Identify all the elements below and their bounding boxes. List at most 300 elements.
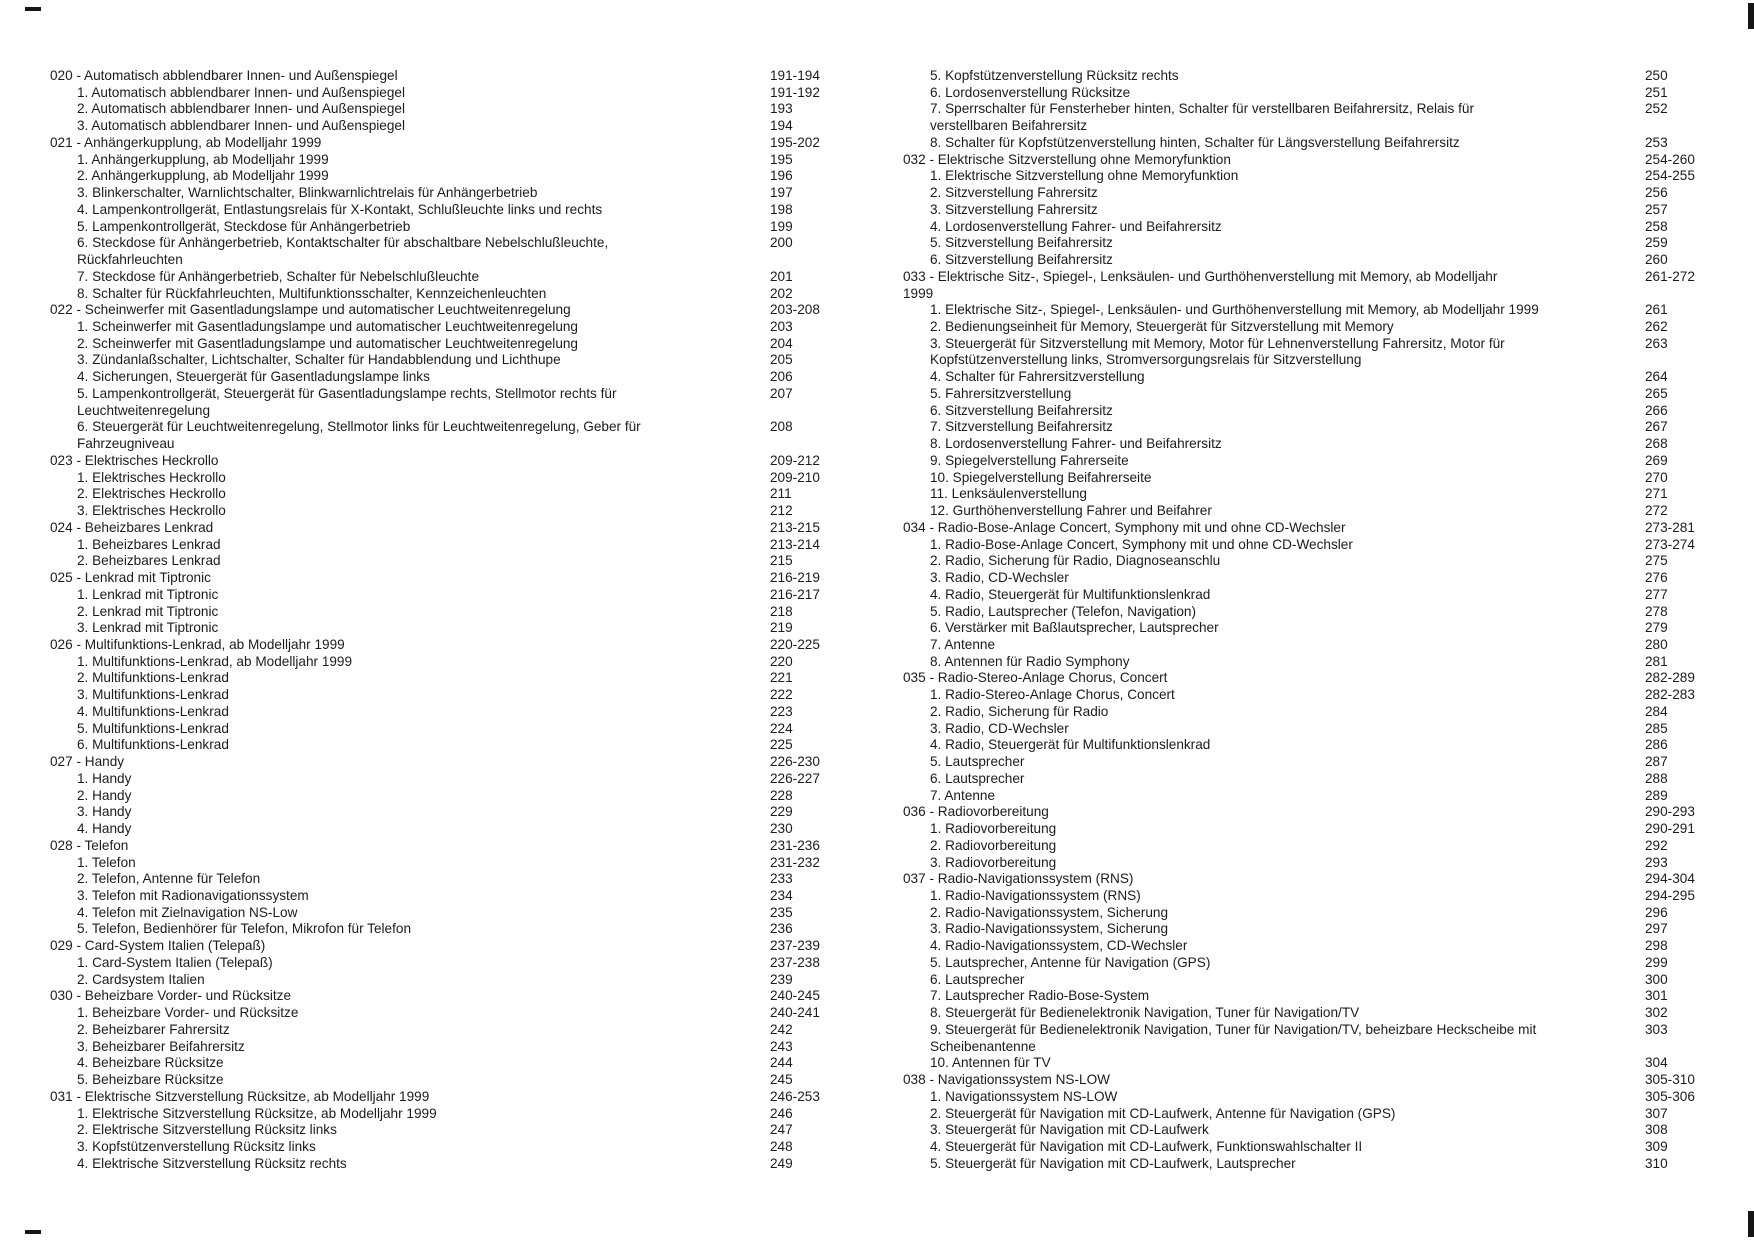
toc-entry	[903, 604, 1703, 621]
toc-entry	[50, 620, 840, 637]
toc-entry	[50, 520, 840, 537]
entry-text	[77, 687, 840, 704]
entry-pages: 229	[770, 804, 793, 820]
entry-text	[930, 570, 1703, 587]
toc-entry	[903, 670, 1703, 687]
entry-line: 020 - Automatisch abblendbarer Innen- und Außenspiegel	[50, 68, 398, 83]
entry-text	[77, 470, 840, 487]
toc-entry	[50, 302, 840, 319]
entry-pages: 260	[1645, 252, 1668, 268]
toc-entry	[50, 503, 840, 520]
toc-entry	[903, 252, 1703, 269]
toc-entry	[903, 486, 1703, 503]
entry-pages: 272	[1645, 503, 1668, 519]
toc-entry	[903, 470, 1703, 487]
entry-pages: 263	[1645, 335, 1668, 351]
toc-entry	[903, 587, 1703, 604]
entry-text	[930, 704, 1703, 721]
entry-line: 1. Handy	[77, 770, 132, 786]
entry-line: 1. Automatisch abblendbarer Innen- und Außenspiegel	[77, 84, 405, 100]
entry-pages: 200	[770, 235, 793, 251]
toc-entry	[50, 654, 840, 671]
entry-text	[50, 988, 840, 1005]
toc-entry	[50, 286, 840, 303]
entry-pages: 220-225	[770, 636, 820, 652]
entry-text	[930, 436, 1703, 453]
scan-mark-bottom-left	[25, 1230, 41, 1234]
scan-mark-top-right	[1748, 3, 1754, 29]
entry-pages: 195	[770, 151, 793, 167]
entry-text	[77, 1005, 840, 1022]
entry-text	[930, 486, 1703, 503]
toc-column-left	[50, 68, 840, 1172]
entry-text	[930, 302, 1703, 319]
entry-pages: 231-232	[770, 854, 820, 870]
entry-pages: 253	[1645, 134, 1668, 150]
entry-text	[77, 118, 840, 135]
entry-pages: 308	[1645, 1122, 1668, 1138]
toc-entry	[50, 855, 840, 872]
entry-line: 2. Beheizbarer Fahrersitz	[77, 1021, 230, 1037]
toc-entry	[50, 352, 840, 369]
toc-entry	[50, 202, 840, 219]
entry-pages: 209-212	[770, 452, 820, 468]
entry-line: 2. Handy	[77, 787, 132, 803]
toc-entry	[903, 988, 1703, 1005]
entry-line: 035 - Radio-Stereo-Anlage Chorus, Concert	[903, 670, 1168, 686]
entry-line: 7. Lautsprecher Radio-Bose-System	[930, 988, 1150, 1004]
entry-pages: 301	[1645, 988, 1668, 1004]
toc-entry	[903, 85, 1703, 102]
entry-text	[903, 152, 1703, 169]
entry-text	[930, 68, 1703, 85]
entry-line: 8. Steuergerät für Bedienelektronik Navigation, Tuner für Navigation/TV	[930, 1005, 1360, 1021]
toc-entry	[50, 1122, 840, 1139]
entry-line: 4. Schalter für Fahrersitzverstellung	[930, 369, 1145, 385]
entry-line-continuation: Kopfstützenverstellung links, Stromversorgungsrelais für Sitzverstellung	[930, 352, 1362, 368]
entry-line: 4. Lampenkontrollgerät, Entlastungsrelais für X-Kontakt, Schlußleuchte links und rechts	[77, 201, 603, 217]
entry-line: 7. Antenne	[930, 787, 996, 803]
entry-pages: 209-210	[770, 469, 820, 485]
entry-line: 034 - Radio-Bose-Anlage Concert, Symphony mit und ohne CD-Wechsler	[903, 519, 1346, 535]
toc-entry	[50, 319, 840, 336]
entry-line: 5. Fahrersitzverstellung	[930, 385, 1072, 401]
entry-text	[930, 101, 1703, 134]
entry-text	[77, 286, 840, 303]
entry-line: 1. Multifunktions-Lenkrad, ab Modelljahr 1999	[77, 653, 353, 669]
toc-entry	[903, 905, 1703, 922]
entry-text	[930, 737, 1703, 754]
entry-line: 5. Radio, Lautsprecher (Telefon, Navigation)	[930, 603, 1196, 619]
entry-line: 024 - Beheizbares Lenkrad	[50, 519, 214, 535]
entry-text	[77, 821, 840, 838]
toc-entry	[903, 269, 1703, 302]
entry-text	[77, 972, 840, 989]
entry-text	[77, 352, 840, 369]
entry-pages: 242	[770, 1021, 793, 1037]
entry-line: 8. Lordosenverstellung Fahrer- und Beifahrersitz	[930, 436, 1222, 452]
entry-text	[77, 921, 840, 938]
entry-pages: 292	[1645, 837, 1668, 853]
entry-pages: 261-272	[1645, 268, 1695, 284]
toc-entry	[903, 704, 1703, 721]
entry-line: 1. Radiovorbereitung	[930, 821, 1057, 837]
entry-text	[930, 855, 1703, 872]
entry-text	[77, 419, 840, 452]
toc-entry	[50, 972, 840, 989]
entry-line: 4. Radio, Steuergerät für Multifunktionslenkrad	[930, 586, 1211, 602]
toc-entry	[903, 1106, 1703, 1123]
entry-pages: 195-202	[770, 134, 820, 150]
toc-entry	[50, 168, 840, 185]
entry-text	[77, 804, 840, 821]
entry-text	[930, 470, 1703, 487]
entry-line: 7. Sperrschalter für Fensterheber hinten, Schalter für verstellbaren Beifahrersitz, Relais für	[930, 101, 1474, 117]
entry-text	[930, 235, 1703, 252]
entry-line: 029 - Card-System Italien (Telepaß)	[50, 938, 266, 954]
toc-entry	[903, 754, 1703, 771]
entry-pages: 246-253	[770, 1088, 820, 1104]
entry-text	[903, 269, 1703, 302]
entry-pages: 268	[1645, 436, 1668, 452]
entry-text	[930, 1022, 1703, 1055]
toc-entry	[903, 553, 1703, 570]
entry-line: 3. Beheizbarer Beifahrersitz	[77, 1038, 245, 1054]
entry-line: 2. Radio-Navigationssystem, Sicherung	[930, 904, 1169, 920]
entry-line: 4. Radio-Navigationssystem, CD-Wechsler	[930, 938, 1188, 954]
toc-entry	[50, 771, 840, 788]
entry-line: 036 - Radiovorbereitung	[903, 804, 1049, 820]
toc-entry	[903, 687, 1703, 704]
entry-text	[77, 587, 840, 604]
entry-pages: 304	[1645, 1055, 1668, 1071]
entry-pages: 256	[1645, 185, 1668, 201]
entry-text	[930, 838, 1703, 855]
entry-line: 3. Sitzverstellung Fahrersitz	[930, 201, 1098, 217]
entry-text	[77, 168, 840, 185]
entry-pages: 191-192	[770, 84, 820, 100]
entry-pages: 243	[770, 1038, 793, 1054]
entry-line: 4. Sicherungen, Steuergerät für Gasentladungslampe links	[77, 369, 430, 385]
entry-text	[77, 1055, 840, 1072]
toc-entry	[50, 888, 840, 905]
entry-line: 3. Radiovorbereitung	[930, 854, 1057, 870]
entry-pages: 224	[770, 720, 793, 736]
entry-line: 3. Kopfstützenverstellung Rücksitz links	[77, 1139, 316, 1154]
toc-entry	[50, 269, 840, 286]
entry-line: 2. Radio, Sicherung für Radio	[930, 703, 1109, 719]
toc-entry	[50, 804, 840, 821]
entry-line: 5. Kopfstützenverstellung Rücksitz rechts	[930, 68, 1179, 83]
toc-entry	[903, 68, 1703, 85]
entry-pages: 240-245	[770, 988, 820, 1004]
toc-entry	[50, 470, 840, 487]
entry-line: 021 - Anhängerkupplung, ab Modelljahr 1999	[50, 134, 322, 150]
entry-line: 1. Elektrische Sitz-, Spiegel-, Lenksäulen- und Gurthöhenverstellung mit Memory, ab Modelljahr 1999	[930, 302, 1539, 318]
entry-line: 2. Sitzverstellung Fahrersitz	[930, 185, 1098, 201]
entry-pages: 203	[770, 319, 793, 335]
entry-text	[77, 219, 840, 236]
entry-text	[50, 68, 840, 85]
entry-line: 2. Cardsystem Italien	[77, 971, 205, 987]
entry-pages: 249	[770, 1155, 793, 1171]
entry-pages: 273-281	[1645, 519, 1695, 535]
toc-entry	[903, 1022, 1703, 1055]
toc-entry	[50, 988, 840, 1005]
entry-line: 6. Lautsprecher	[930, 971, 1025, 987]
entry-text	[930, 185, 1703, 202]
entry-line: 031 - Elektrische Sitzverstellung Rücksitze, ab Modelljahr 1999	[50, 1088, 430, 1104]
toc-entry	[903, 721, 1703, 738]
entry-pages: 197	[770, 185, 793, 201]
entry-text	[930, 1122, 1703, 1139]
toc-entry	[903, 101, 1703, 134]
entry-pages: 285	[1645, 720, 1668, 736]
toc-column-right	[903, 68, 1703, 1172]
entry-text	[77, 1139, 840, 1156]
entry-pages: 258	[1645, 218, 1668, 234]
entry-pages: 302	[1645, 1005, 1668, 1021]
entry-line: 9. Steuergerät für Bedienelektronik Navigation, Tuner für Navigation/TV, beheizbare Heckscheibe mit	[930, 1021, 1537, 1037]
entry-text	[930, 754, 1703, 771]
entry-pages: 298	[1645, 938, 1668, 954]
entry-pages: 277	[1645, 586, 1668, 602]
entry-line: 022 - Scheinwerfer mit Gasentladungslampe und automatischer Leuchtweitenregelung	[50, 302, 571, 318]
toc-entry	[50, 921, 840, 938]
entry-pages: 199	[770, 218, 793, 234]
entry-line: 1. Telefon	[77, 854, 136, 870]
entry-pages: 266	[1645, 402, 1668, 418]
entry-pages: 290-293	[1645, 804, 1695, 820]
entry-text	[930, 654, 1703, 671]
entry-text	[77, 855, 840, 872]
entry-text	[930, 419, 1703, 436]
entry-text	[77, 670, 840, 687]
entry-line: 10. Spiegelverstellung Beifahrerseite	[930, 469, 1152, 485]
entry-pages: 297	[1645, 921, 1668, 937]
entry-text	[930, 369, 1703, 386]
entry-pages: 222	[770, 687, 793, 703]
toc-entry	[50, 68, 840, 85]
entry-pages: 215	[770, 553, 793, 569]
entry-pages: 252	[1645, 101, 1668, 117]
entry-pages: 233	[770, 871, 793, 887]
entry-text	[903, 871, 1703, 888]
toc-entry	[903, 336, 1703, 369]
entry-line: 12. Gurthöhenverstellung Fahrer und Beifahrer	[930, 503, 1212, 519]
entry-text	[930, 972, 1703, 989]
entry-pages: 204	[770, 335, 793, 351]
toc-entry	[50, 1106, 840, 1123]
entry-pages: 236	[770, 921, 793, 937]
toc-entry	[903, 1139, 1703, 1156]
toc-entry	[50, 670, 840, 687]
entry-pages: 226-230	[770, 754, 820, 770]
entry-pages: 269	[1645, 452, 1668, 468]
entry-pages: 284	[1645, 703, 1668, 719]
toc-entry	[903, 838, 1703, 855]
entry-pages: 216-217	[770, 586, 820, 602]
entry-line: 1. Elektrische Sitzverstellung Rücksitze, ab Modelljahr 1999	[77, 1105, 437, 1121]
entry-text	[50, 453, 840, 470]
entry-line: 6. Verstärker mit Baßlautsprecher, Lautsprecher	[930, 620, 1219, 636]
entry-pages: 287	[1645, 754, 1668, 770]
toc-entry	[903, 620, 1703, 637]
entry-pages: 303	[1645, 1021, 1668, 1037]
entry-text	[77, 537, 840, 554]
toc-entry	[903, 369, 1703, 386]
toc-entry	[903, 302, 1703, 319]
entry-text	[77, 1122, 840, 1139]
toc-entry	[50, 871, 840, 888]
entry-pages: 231-236	[770, 837, 820, 853]
entry-text	[77, 503, 840, 520]
entry-line: 3. Handy	[77, 804, 132, 820]
toc-entry	[50, 754, 840, 771]
toc-entry	[50, 704, 840, 721]
entry-line: 1. Radio-Stereo-Anlage Chorus, Concert	[930, 687, 1175, 703]
entry-line: 1. Elektrisches Heckrollo	[77, 469, 226, 485]
entry-text	[930, 319, 1703, 336]
entry-text	[930, 721, 1703, 738]
entry-text	[77, 486, 840, 503]
toc-entry	[903, 788, 1703, 805]
entry-pages: 254-255	[1645, 168, 1695, 184]
entry-line-continuation: 1999	[903, 285, 934, 301]
toc-entry	[903, 1005, 1703, 1022]
toc-entry	[903, 955, 1703, 972]
entry-line: 027 - Handy	[50, 754, 125, 770]
toc-entry	[50, 1089, 840, 1106]
entry-pages: 235	[770, 904, 793, 920]
entry-text	[50, 302, 840, 319]
toc-entry	[50, 1055, 840, 1072]
toc-entry	[50, 1039, 840, 1056]
entry-pages: 305-306	[1645, 1088, 1695, 1104]
entry-text	[930, 637, 1703, 654]
entry-pages: 205	[770, 352, 793, 368]
entry-text	[77, 1106, 840, 1123]
toc-entry	[903, 403, 1703, 420]
entry-line: 2. Anhängerkupplung, ab Modelljahr 1999	[77, 168, 329, 184]
entry-text	[930, 553, 1703, 570]
entry-text	[77, 888, 840, 905]
entry-pages: 261	[1645, 302, 1668, 318]
toc-entry	[50, 553, 840, 570]
toc-entry	[903, 135, 1703, 152]
entry-pages: 196	[770, 168, 793, 184]
entry-line: 6. Lautsprecher	[930, 770, 1025, 786]
entry-text	[930, 1106, 1703, 1123]
entry-line: 7. Sitzverstellung Beifahrersitz	[930, 419, 1113, 435]
entry-line: 4. Beheizbare Rücksitze	[77, 1055, 224, 1071]
entry-line: 026 - Multifunktions-Lenkrad, ab Modelljahr 1999	[50, 636, 345, 652]
entry-text	[77, 185, 840, 202]
entry-line: 5. Lampenkontrollgerät, Steckdose für Anhängerbetrieb	[77, 218, 411, 234]
entry-pages: 257	[1645, 201, 1668, 217]
entry-text	[930, 219, 1703, 236]
entry-pages: 237-239	[770, 938, 820, 954]
entry-pages: 206	[770, 369, 793, 385]
entry-pages: 265	[1645, 385, 1668, 401]
entry-line: 3. Elektrisches Heckrollo	[77, 503, 226, 519]
toc-entry	[903, 1089, 1703, 1106]
entry-line: 025 - Lenkrad mit Tiptronic	[50, 570, 211, 586]
toc-entry	[903, 888, 1703, 905]
entry-line: 2. Telefon, Antenne für Telefon	[77, 871, 261, 887]
toc-entry	[903, 855, 1703, 872]
entry-line: 3. Automatisch abblendbarer Innen- und Außenspiegel	[77, 118, 405, 134]
toc-entry	[903, 570, 1703, 587]
toc-entry	[903, 871, 1703, 888]
toc-entry	[50, 687, 840, 704]
entry-text	[77, 905, 840, 922]
entry-text	[930, 1089, 1703, 1106]
entry-text	[930, 821, 1703, 838]
toc-entry	[50, 1022, 840, 1039]
entry-text	[930, 168, 1703, 185]
entry-line: 3. Blinkerschalter, Warnlichtschalter, Blinkwarnlichtrelais für Anhängerbetrieb	[77, 185, 538, 201]
entry-pages: 251	[1645, 84, 1668, 100]
entry-text	[903, 804, 1703, 821]
toc-entry	[50, 101, 840, 118]
entry-pages: 245	[770, 1072, 793, 1088]
entry-line: 5. Beheizbare Rücksitze	[77, 1072, 224, 1088]
entry-pages: 248	[770, 1139, 793, 1154]
toc-entry	[50, 587, 840, 604]
entry-line: 3. Steuergerät für Sitzverstellung mit Memory, Motor für Lehnenverstellung Fahrersitz, Motor für	[930, 335, 1505, 351]
entry-pages: 246	[770, 1105, 793, 1121]
entry-pages: 216-219	[770, 570, 820, 586]
entry-line: 1. Beheizbare Vorder- und Rücksitze	[77, 1005, 299, 1021]
entry-line-continuation: Scheibenantenne	[930, 1038, 1036, 1054]
entry-line: 9. Spiegelverstellung Fahrerseite	[930, 452, 1129, 468]
entry-pages: 201	[770, 268, 793, 284]
entry-line: 1. Scheinwerfer mit Gasentladungslampe und automatischer Leuchtweitenregelung	[77, 319, 578, 335]
entry-text	[930, 771, 1703, 788]
entry-line: 2. Bedienungseinheit für Memory, Steuergerät für Sitzverstellung mit Memory	[930, 319, 1394, 335]
entry-text	[930, 1055, 1703, 1072]
toc-entry	[50, 537, 840, 554]
entry-line: 3. Steuergerät für Navigation mit CD-Laufwerk	[930, 1122, 1209, 1138]
entry-line: 3. Radio, CD-Wechsler	[930, 720, 1069, 736]
entry-pages: 259	[1645, 235, 1668, 251]
entry-text	[77, 704, 840, 721]
entry-text	[50, 1089, 840, 1106]
entry-pages: 286	[1645, 737, 1668, 753]
entry-pages: 296	[1645, 904, 1668, 920]
entry-pages: 282-289	[1645, 670, 1695, 686]
toc-entry	[903, 319, 1703, 336]
entry-text	[77, 1039, 840, 1056]
entry-line: 2. Elektrische Sitzverstellung Rücksitz links	[77, 1122, 337, 1138]
toc-entry	[50, 219, 840, 236]
entry-text	[50, 637, 840, 654]
entry-pages: 220	[770, 653, 793, 669]
entry-text	[50, 135, 840, 152]
toc-entry	[50, 486, 840, 503]
entry-line: 2. Steuergerät für Navigation mit CD-Laufwerk, Antenne für Navigation (GPS)	[930, 1105, 1396, 1121]
entry-text	[930, 386, 1703, 403]
entry-pages: 275	[1645, 553, 1668, 569]
entry-pages: 218	[770, 603, 793, 619]
toc-entry	[903, 938, 1703, 955]
toc-entry	[903, 152, 1703, 169]
entry-line: 037 - Radio-Navigationssystem (RNS)	[903, 871, 1134, 887]
entry-text	[930, 587, 1703, 604]
entry-text	[930, 788, 1703, 805]
entry-text	[930, 921, 1703, 938]
